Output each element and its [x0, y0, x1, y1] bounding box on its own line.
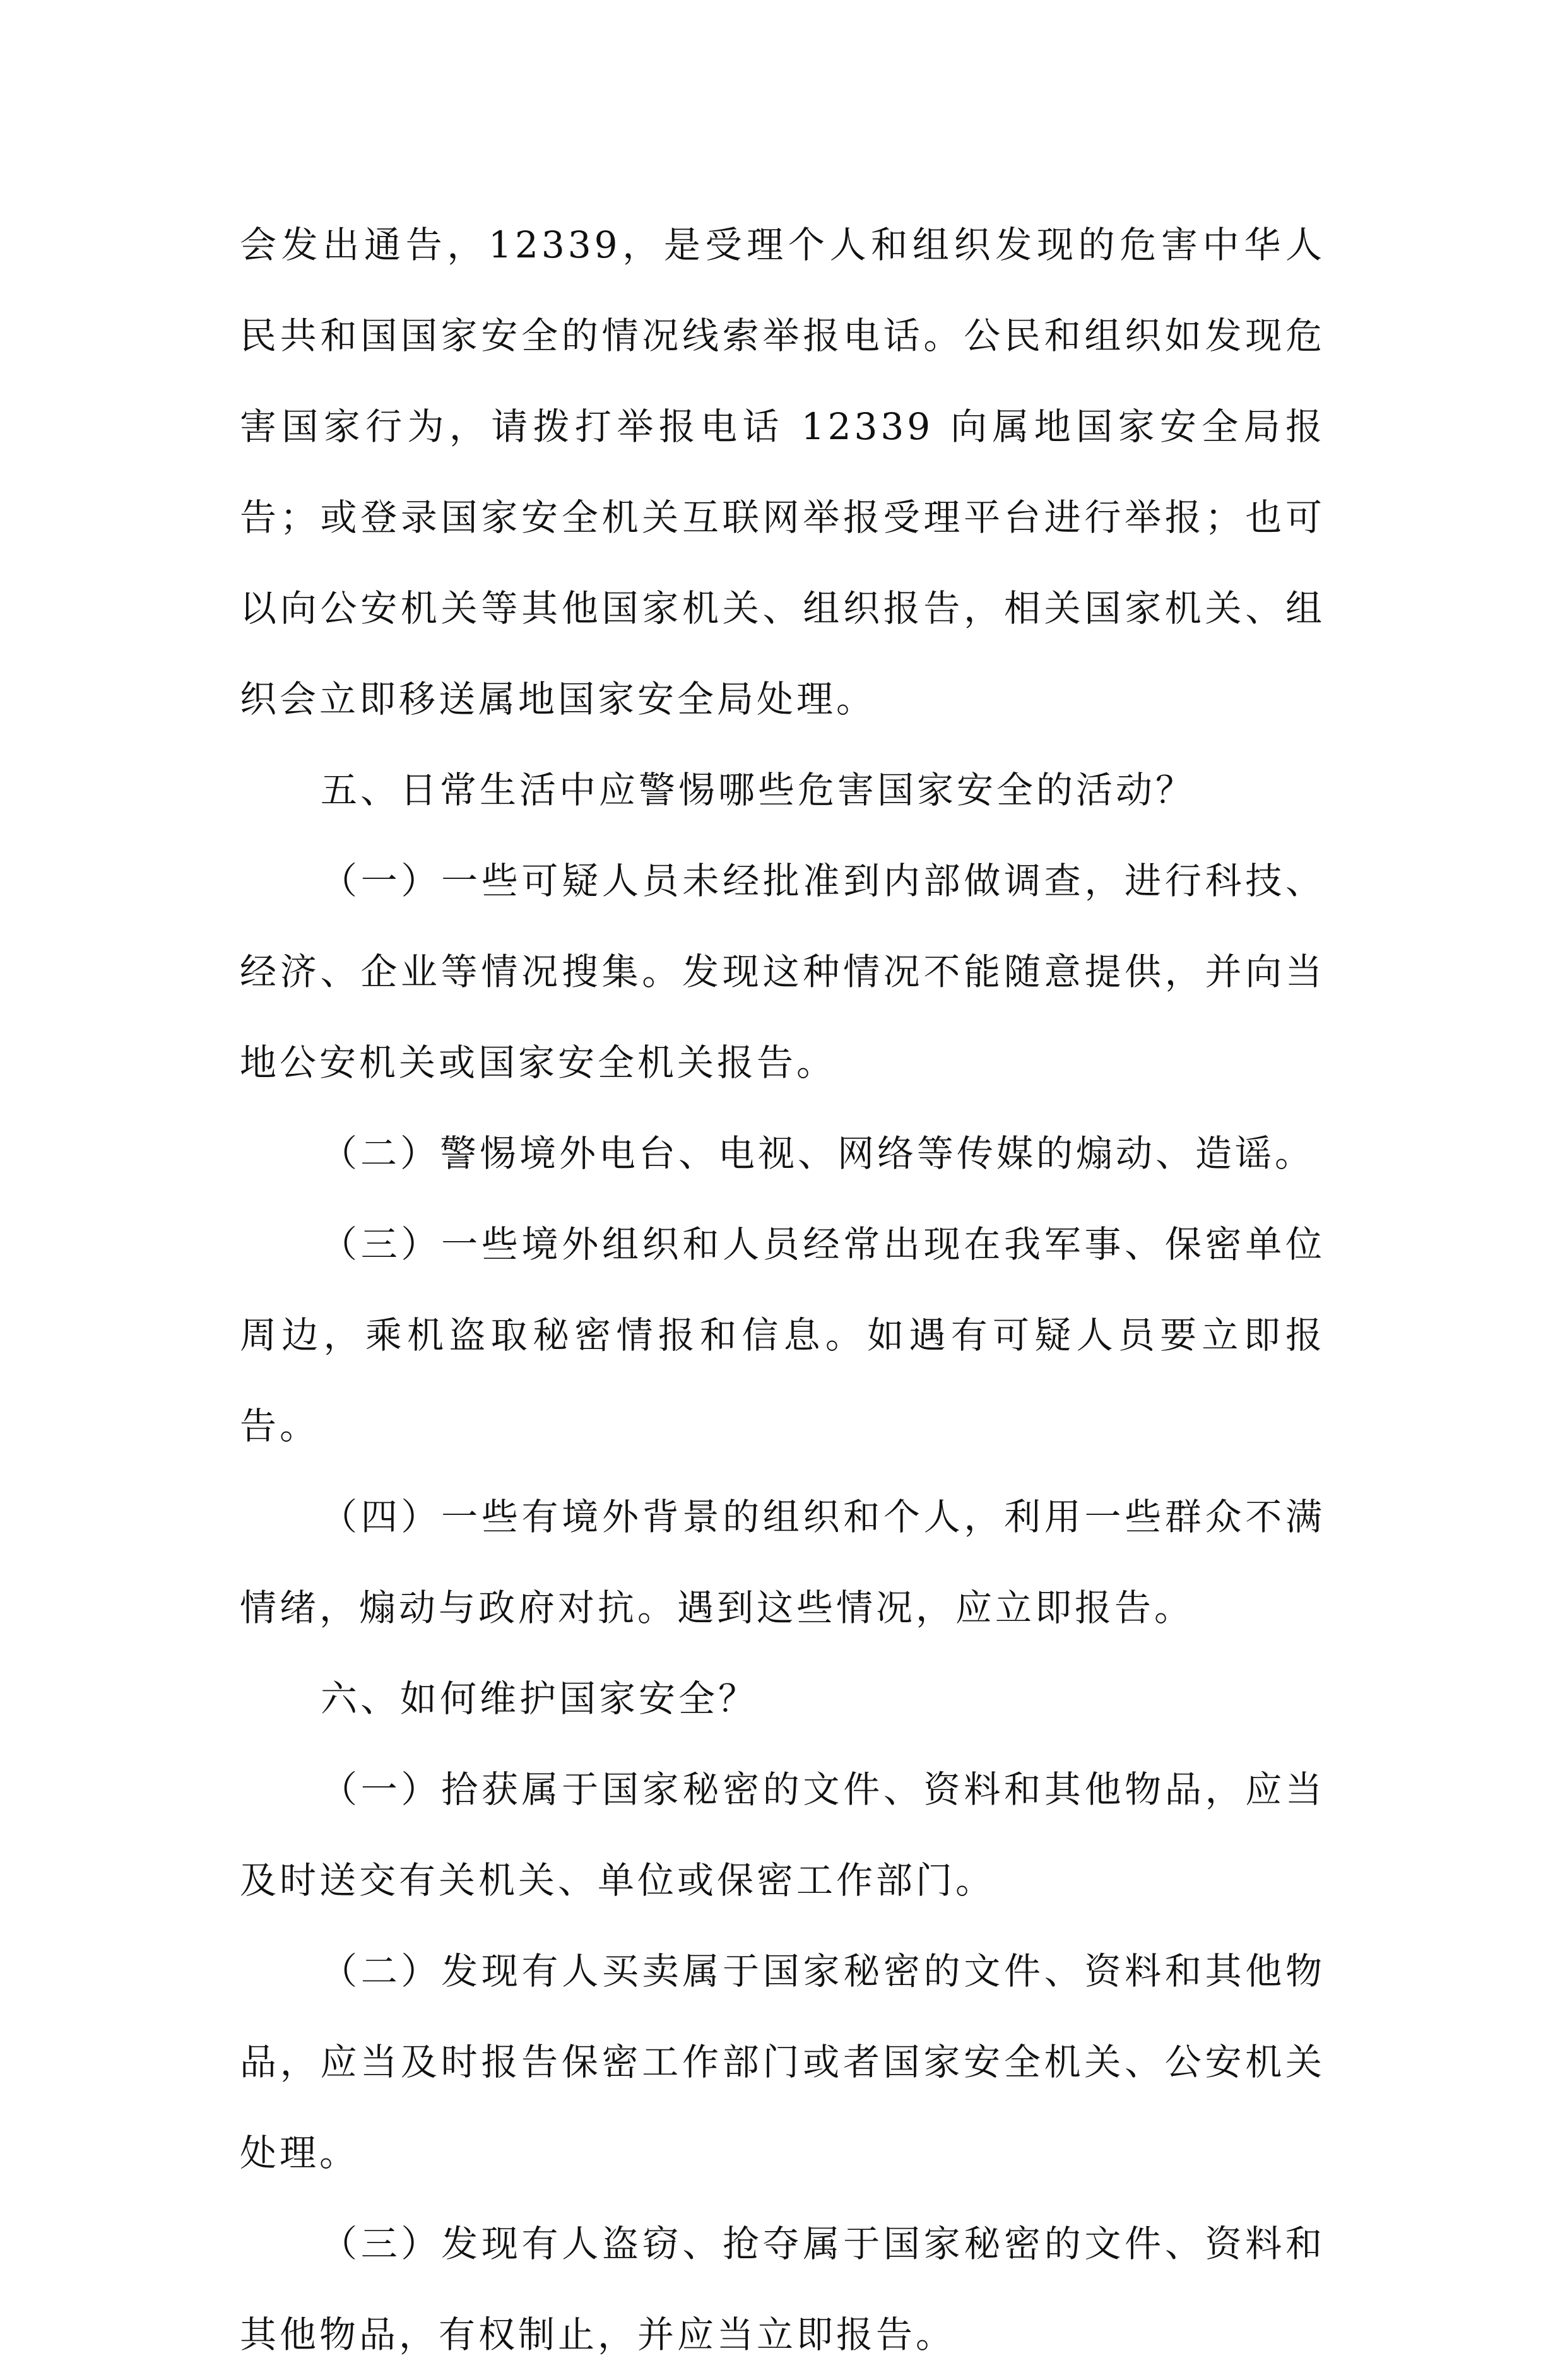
paragraph-five-item-4: （四）一些有境外背景的组织和个人，利用一些群众不满情绪，煽动与政府对抗。遇到这些情况，应立即报告。	[240, 1495, 1325, 1629]
paragraph-reporting-hotline: 会发出通告，12339，是受理个人和组织发现的危害中华人民共和国国家安全的情况线索举报电话。公民和组织如发现危害国家行为，请拨打举报电话 12339 向属地国家安全局报告；或登录国家安全机关互联网举报受理平台进行举报；也可以向公安机关等其他国家机关、组织报告，相关国家机关、组织会立即移送属地国家安全局处理。	[240, 223, 1325, 721]
paragraph-five-item-3: （三）一些境外组织和人员经常出现在我军事、保密单位周边，乘机盗取秘密情报和信息。如遇有可疑人员要立即报告。	[240, 1223, 1325, 1447]
paragraph-six-item-2: （二）发现有人买卖属于国家秘密的文件、资料和其他物品，应当及时报告保密工作部门或者国家安全机关、公安机关处理。	[240, 1950, 1325, 2174]
paragraph-five-item-2: （二）警惕境外电台、电视、网络等传媒的煽动、造谣。	[321, 1132, 1315, 1175]
paragraph-six-item-3: （三）发现有人盗窃、抢夺属于国家秘密的文件、资料和其他物品，有权制止，并应当立即报告。	[240, 2222, 1325, 2356]
document-body	[240, 199, 1325, 2380]
section-heading-six: 六、如何维护国家安全？	[321, 1677, 759, 1720]
section-heading-five: 五、日常生活中应警惕哪些危害国家安全的活动？	[321, 769, 1196, 811]
paragraph-six-item-1: （一）拾获属于国家秘密的文件、资料和其他物品，应当及时送交有关机关、单位或保密工作部门。	[240, 1768, 1325, 1902]
paragraph-five-item-1: （一）一些可疑人员未经批准到内部做调查，进行科技、经济、企业等情况搜集。发现这种情况不能随意提供，并向当地公安机关或国家安全机关报告。	[240, 859, 1325, 1084]
